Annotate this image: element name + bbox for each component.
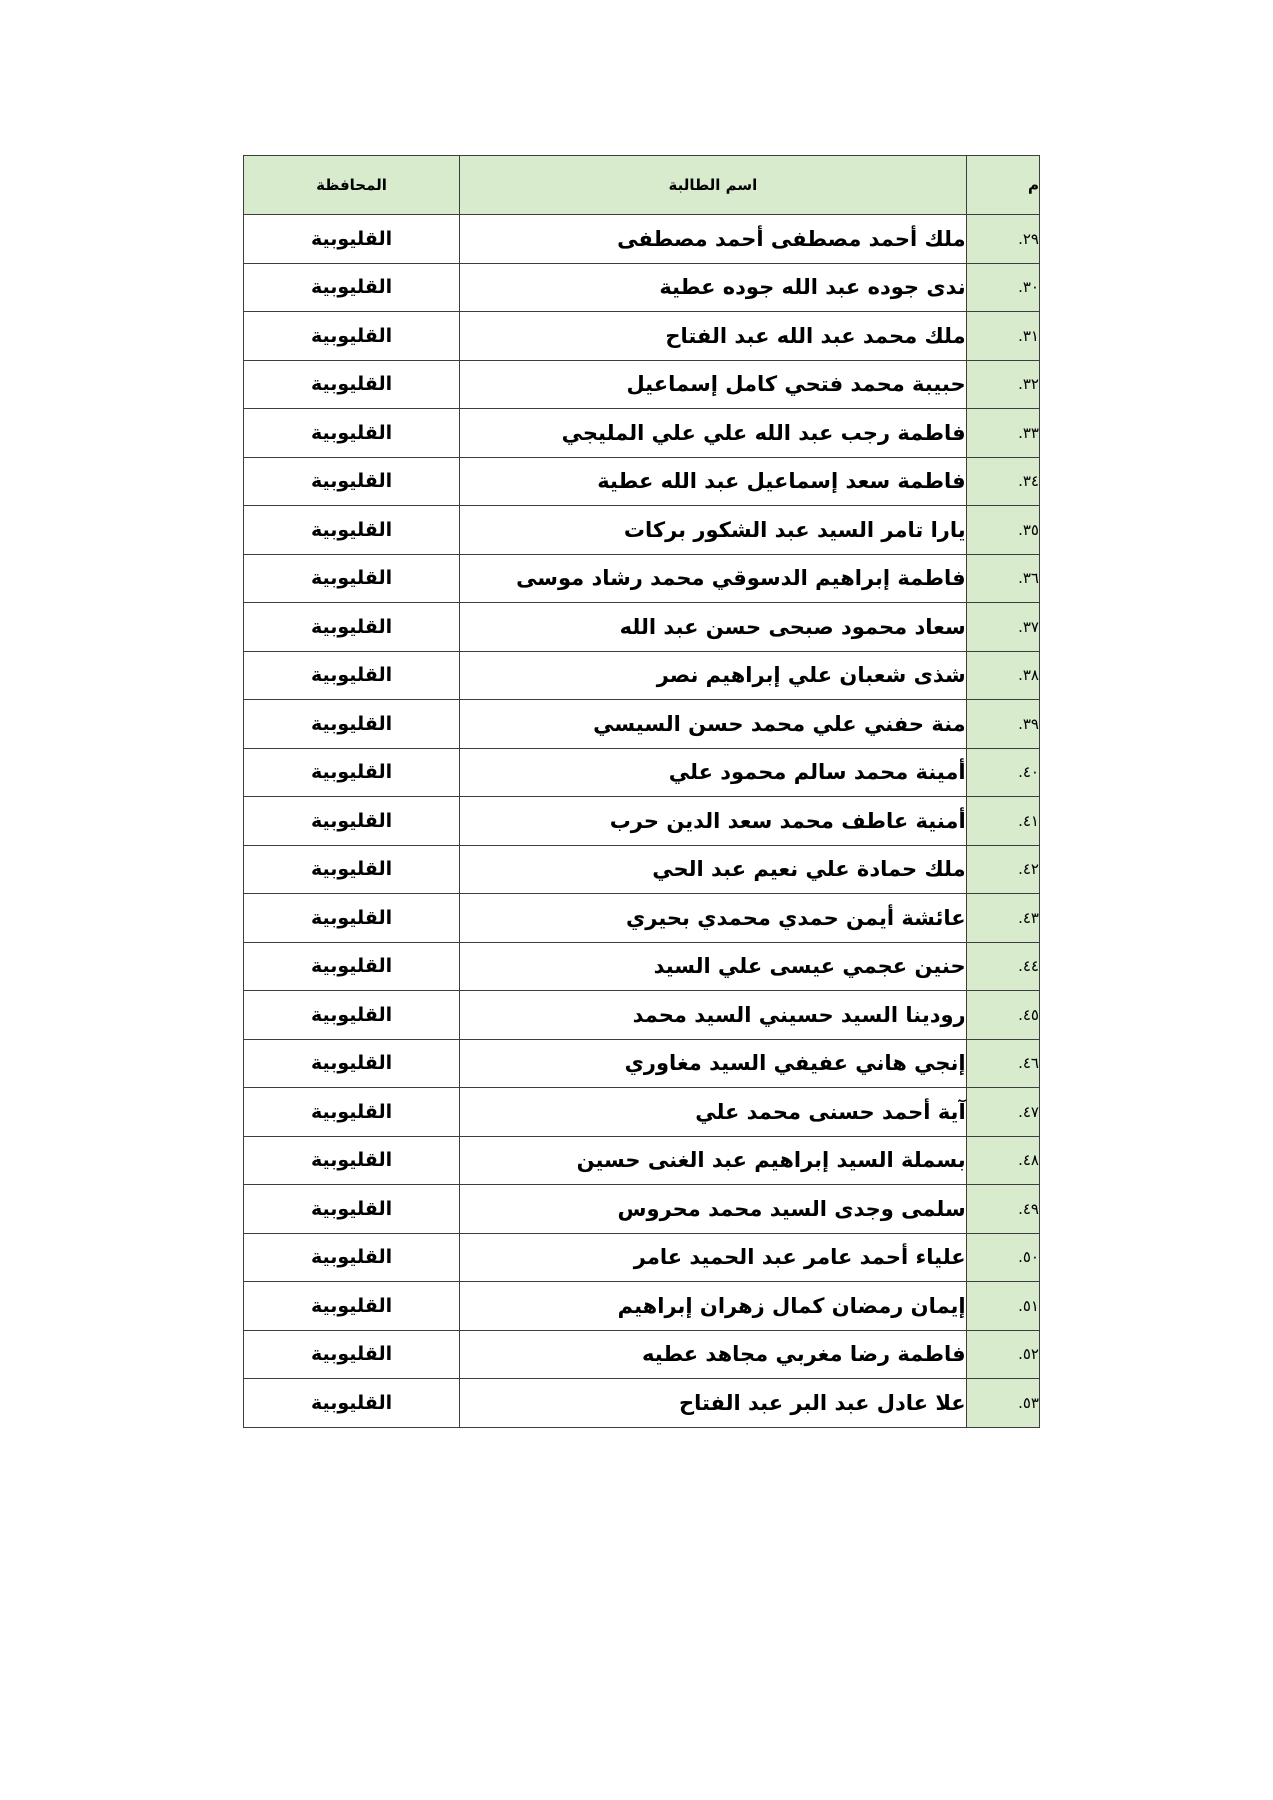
row-number: ٥٣. <box>966 1379 1039 1428</box>
row-number: ٤٤. <box>966 942 1039 991</box>
governorate: القليوبية <box>244 360 460 409</box>
row-number: ٣٦. <box>966 554 1039 603</box>
row-number: ٣٨. <box>966 651 1039 700</box>
governorate: القليوبية <box>244 991 460 1040</box>
student-name: سلمى وجدى السيد محمد محروس <box>460 1185 967 1234</box>
governorate: القليوبية <box>244 312 460 361</box>
student-name: شذى شعبان علي إبراهيم نصر <box>460 651 967 700</box>
student-name: أمنية عاطف محمد سعد الدين حرب <box>460 797 967 846</box>
table-row <box>244 1136 1040 1185</box>
row-number: ٤٩. <box>966 1185 1039 1234</box>
student-name: ملك أحمد مصطفى أحمد مصطفى <box>460 215 967 264</box>
governorate: القليوبية <box>244 409 460 458</box>
table-row <box>244 748 1040 797</box>
row-number: ٥٠. <box>966 1233 1039 1282</box>
row-number: ٣٠. <box>966 263 1039 312</box>
row-number: ٤٨. <box>966 1136 1039 1185</box>
student-name: فاطمة رجب عبد الله علي علي المليجي <box>460 409 967 458</box>
table-header <box>244 156 1040 215</box>
governorate: القليوبية <box>244 1136 460 1185</box>
row-number: ٤٢. <box>966 845 1039 894</box>
table-row <box>244 1233 1040 1282</box>
governorate: القليوبية <box>244 1282 460 1331</box>
student-name: آية أحمد حسنى محمد علي <box>460 1088 967 1137</box>
table-row <box>244 942 1040 991</box>
student-name: علا عادل عبد البر عبد الفتاح <box>460 1379 967 1428</box>
students-table <box>243 155 1040 1428</box>
table-row <box>244 845 1040 894</box>
student-name: رودينا السيد حسيني السيد محمد <box>460 991 967 1040</box>
governorate: القليوبية <box>244 1088 460 1137</box>
governorate: القليوبية <box>244 651 460 700</box>
student-name: إيمان رمضان كمال زهران إبراهيم <box>460 1282 967 1331</box>
row-number: ٤١. <box>966 797 1039 846</box>
row-number: ٤٦. <box>966 1039 1039 1088</box>
student-name: حنين عجمي عيسى علي السيد <box>460 942 967 991</box>
table-row <box>244 1282 1040 1331</box>
table-row <box>244 1088 1040 1137</box>
student-name: أمينة محمد سالم محمود علي <box>460 748 967 797</box>
table-row <box>244 1185 1040 1234</box>
row-number: ٣١. <box>966 312 1039 361</box>
header-governorate: المحافظة <box>244 156 460 215</box>
table-row <box>244 894 1040 943</box>
header-number: م <box>966 156 1039 215</box>
governorate: القليوبية <box>244 554 460 603</box>
governorate: القليوبية <box>244 263 460 312</box>
governorate: القليوبية <box>244 215 460 264</box>
governorate: القليوبية <box>244 457 460 506</box>
governorate: القليوبية <box>244 894 460 943</box>
student-name: إنجي هاني عفيفي السيد مغاوري <box>460 1039 967 1088</box>
student-name: عائشة أيمن حمدي محمدي بحيري <box>460 894 967 943</box>
table-row <box>244 312 1040 361</box>
row-number: ٣٧. <box>966 603 1039 652</box>
row-number: ٢٩. <box>966 215 1039 264</box>
table-row <box>244 360 1040 409</box>
governorate: القليوبية <box>244 845 460 894</box>
table-row <box>244 457 1040 506</box>
table-row <box>244 1379 1040 1428</box>
student-name: حبيبة محمد فتحي كامل إسماعيل <box>460 360 967 409</box>
student-name: فاطمة رضا مغربي مجاهد عطيه <box>460 1330 967 1379</box>
student-name: بسملة السيد إبراهيم عبد الغنى حسين <box>460 1136 967 1185</box>
row-number: ٥٢. <box>966 1330 1039 1379</box>
student-name: منة حفني علي محمد حسن السيسي <box>460 700 967 749</box>
table-row <box>244 651 1040 700</box>
table-body <box>244 215 1040 1428</box>
governorate: القليوبية <box>244 1379 460 1428</box>
governorate: القليوبية <box>244 506 460 555</box>
student-name: يارا تامر السيد عبد الشكور بركات <box>460 506 967 555</box>
student-name: ندى جوده عبد الله جوده عطية <box>460 263 967 312</box>
table-row <box>244 215 1040 264</box>
student-name: سعاد محمود صبحى حسن عبد الله <box>460 603 967 652</box>
row-number: ٣٣. <box>966 409 1039 458</box>
table-row <box>244 991 1040 1040</box>
governorate: القليوبية <box>244 700 460 749</box>
table-row <box>244 1039 1040 1088</box>
governorate: القليوبية <box>244 942 460 991</box>
header-student-name: اسم الطالبة <box>460 156 967 215</box>
header-row <box>244 156 1040 215</box>
row-number: ٤٥. <box>966 991 1039 1040</box>
governorate: القليوبية <box>244 748 460 797</box>
student-name: ملك حمادة علي نعيم عبد الحي <box>460 845 967 894</box>
student-name: فاطمة إبراهيم الدسوقي محمد رشاد موسى <box>460 554 967 603</box>
row-number: ٣٩. <box>966 700 1039 749</box>
table-row <box>244 1330 1040 1379</box>
student-name: فاطمة سعد إسماعيل عبد الله عطية <box>460 457 967 506</box>
table-row <box>244 506 1040 555</box>
row-number: ٤٧. <box>966 1088 1039 1137</box>
table-row <box>244 263 1040 312</box>
governorate: القليوبية <box>244 1330 460 1379</box>
row-number: ٥١. <box>966 1282 1039 1331</box>
table-row <box>244 409 1040 458</box>
row-number: ٤٣. <box>966 894 1039 943</box>
row-number: ٤٠. <box>966 748 1039 797</box>
row-number: ٣٥. <box>966 506 1039 555</box>
row-number: ٣٢. <box>966 360 1039 409</box>
table-row <box>244 554 1040 603</box>
table-row <box>244 603 1040 652</box>
table-row <box>244 797 1040 846</box>
row-number: ٣٤. <box>966 457 1039 506</box>
student-name: ملك محمد عبد الله عبد الفتاح <box>460 312 967 361</box>
table-row <box>244 700 1040 749</box>
governorate: القليوبية <box>244 797 460 846</box>
student-name: علياء أحمد عامر عبد الحميد عامر <box>460 1233 967 1282</box>
governorate: القليوبية <box>244 1185 460 1234</box>
governorate: القليوبية <box>244 1233 460 1282</box>
governorate: القليوبية <box>244 603 460 652</box>
governorate: القليوبية <box>244 1039 460 1088</box>
